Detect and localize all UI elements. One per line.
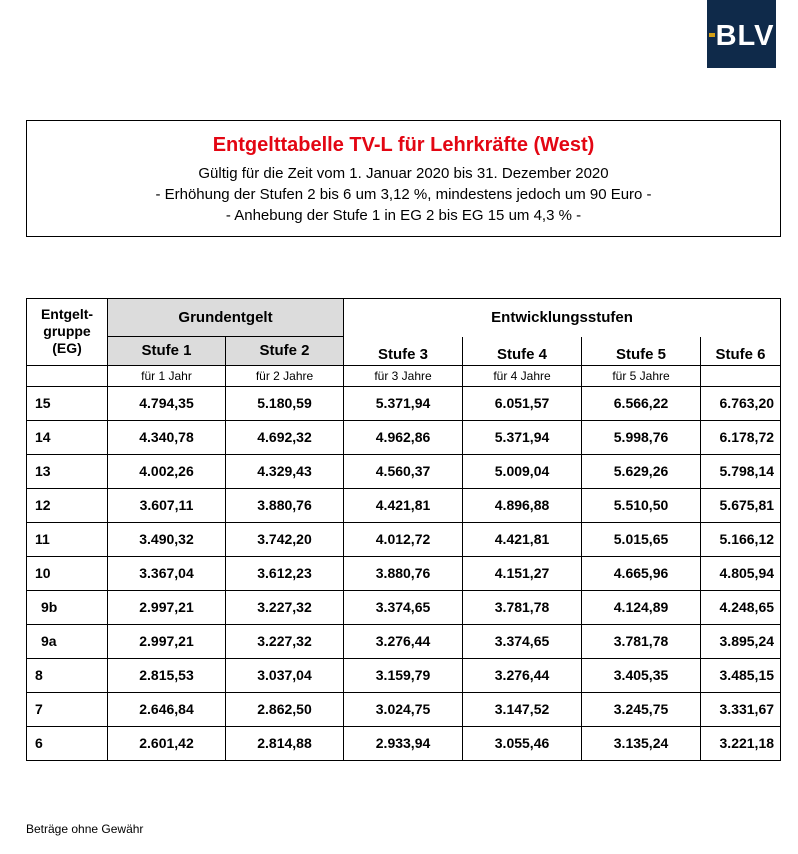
eg-cell: 9a	[27, 624, 108, 658]
stufe-header: Stufe 5	[582, 337, 701, 366]
salary-cell: 3.490,32	[108, 522, 226, 556]
salary-cell: 4.421,81	[463, 522, 582, 556]
salary-cell: 6.763,20	[701, 386, 781, 420]
salary-cell: 2.997,21	[108, 590, 226, 624]
salary-cell: 2.933,94	[344, 726, 463, 760]
stufe-header: Stufe 2	[226, 337, 344, 366]
salary-cell: 3.221,18	[701, 726, 781, 760]
salary-cell: 2.601,42	[108, 726, 226, 760]
table-body	[27, 386, 781, 760]
salary-cell: 3.331,67	[701, 692, 781, 726]
table-row	[27, 454, 781, 488]
table-row	[27, 556, 781, 590]
salary-cell: 4.012,72	[344, 522, 463, 556]
salary-cell: 3.880,76	[226, 488, 344, 522]
stufe-header: Stufe 3	[344, 337, 463, 366]
eg-cell: 13	[27, 454, 108, 488]
salary-cell: 5.371,94	[344, 386, 463, 420]
table-row	[27, 590, 781, 624]
salary-cell: 5.629,26	[582, 454, 701, 488]
salary-cell: 4.560,37	[344, 454, 463, 488]
eg-cell: 9b	[27, 590, 108, 624]
table-row	[27, 692, 781, 726]
salary-cell: 4.124,89	[582, 590, 701, 624]
salary-cell: 5.510,50	[582, 488, 701, 522]
salary-cell: 3.227,32	[226, 624, 344, 658]
salary-cell: 3.276,44	[463, 658, 582, 692]
raise-line: - Anhebung der Stufe 1 in EG 2 bis EG 15 um 4,3 % -	[225, 207, 582, 224]
salary-cell: 4.896,88	[463, 488, 582, 522]
salary-cell: 3.485,15	[701, 658, 781, 692]
stufe-header: Stufe 6	[701, 337, 781, 366]
salary-cell: 4.002,26	[108, 454, 226, 488]
salary-cell: 4.665,96	[582, 556, 701, 590]
table-row	[27, 386, 781, 420]
stufe-header: Stufe 1	[108, 337, 226, 366]
eg-cell: 15	[27, 386, 108, 420]
salary-cell: 3.055,46	[463, 726, 582, 760]
salary-cell: 5.180,59	[226, 386, 344, 420]
salary-cell: 3.024,75	[344, 692, 463, 726]
salary-cell: 3.245,75	[582, 692, 701, 726]
blv-logo	[707, 0, 776, 68]
salary-cell: 3.895,24	[701, 624, 781, 658]
eg-header-line: gruppe	[43, 323, 91, 340]
duration-cell: für 2 Jahre	[226, 365, 344, 386]
salary-cell: 3.147,52	[463, 692, 582, 726]
eg-cell: 7	[27, 692, 108, 726]
salary-cell: 3.276,44	[344, 624, 463, 658]
salary-cell: 4.421,81	[344, 488, 463, 522]
eg-header	[27, 299, 108, 366]
salary-cell: 3.405,35	[582, 658, 701, 692]
salary-cell: 4.151,27	[463, 556, 582, 590]
eg-cell: 10	[27, 556, 108, 590]
table-row	[27, 522, 781, 556]
eg-cell: 8	[27, 658, 108, 692]
salary-cell: 2.815,53	[108, 658, 226, 692]
salary-cell: 3.227,32	[226, 590, 344, 624]
salary-cell: 3.880,76	[344, 556, 463, 590]
duration-cell: für 3 Jahre	[344, 365, 463, 386]
salary-cell: 3.037,04	[226, 658, 344, 692]
duration-cell	[701, 365, 781, 386]
eg-cell: 11	[27, 522, 108, 556]
grundentgelt-header: Grundentgelt	[108, 299, 344, 337]
eg-cell: 14	[27, 420, 108, 454]
duration-cell	[27, 365, 108, 386]
title-box	[26, 120, 781, 237]
salary-cell: 3.607,11	[108, 488, 226, 522]
salary-cell: 4.248,65	[701, 590, 781, 624]
salary-cell: 5.998,76	[582, 420, 701, 454]
salary-cell: 4.329,43	[226, 454, 344, 488]
salary-cell: 6.566,22	[582, 386, 701, 420]
logo-text: BLV	[715, 19, 775, 52]
eg-header-line: (EG)	[52, 340, 82, 357]
table-row	[27, 488, 781, 522]
salary-cell: 2.646,84	[108, 692, 226, 726]
salary-cell: 2.814,88	[226, 726, 344, 760]
salary-cell: 2.862,50	[226, 692, 344, 726]
validity-line: Gültig für die Zeit vom 1. Januar 2020 bis 31. Dezember 2020	[198, 165, 609, 182]
eg-cell: 12	[27, 488, 108, 522]
salary-cell: 2.997,21	[108, 624, 226, 658]
duration-cell: für 1 Jahr	[108, 365, 226, 386]
duration-cell: für 4 Jahre	[463, 365, 582, 386]
salary-cell: 5.798,14	[701, 454, 781, 488]
entwicklungsstufen-header: Entwicklungsstufen	[344, 299, 781, 337]
disclaimer: Beträge ohne Gewähr	[26, 822, 144, 836]
table-row	[27, 420, 781, 454]
salary-cell: 6.051,57	[463, 386, 582, 420]
page-title: Entgelttabelle TV-L für Lehrkräfte (West)	[212, 134, 595, 156]
salary-cell: 4.794,35	[108, 386, 226, 420]
logo-accent	[709, 33, 715, 37]
table-row	[27, 624, 781, 658]
salary-cell: 3.781,78	[582, 624, 701, 658]
salary-cell: 4.340,78	[108, 420, 226, 454]
salary-cell: 3.374,65	[344, 590, 463, 624]
salary-cell: 3.781,78	[463, 590, 582, 624]
eg-cell: 6	[27, 726, 108, 760]
eg-header-line: Entgelt-	[40, 306, 94, 323]
salary-cell: 5.371,94	[463, 420, 582, 454]
salary-cell: 4.962,86	[344, 420, 463, 454]
salary-cell: 3.159,79	[344, 658, 463, 692]
salary-cell: 4.805,94	[701, 556, 781, 590]
table-row	[27, 726, 781, 760]
salary-cell: 3.374,65	[463, 624, 582, 658]
increase-line: - Erhöhung der Stufen 2 bis 6 um 3,12 %, mindestens jedoch um 90 Euro -	[155, 186, 652, 203]
salary-cell: 3.367,04	[108, 556, 226, 590]
salary-cell: 5.015,65	[582, 522, 701, 556]
salary-cell: 4.692,32	[226, 420, 344, 454]
salary-table	[26, 298, 781, 761]
salary-cell: 5.009,04	[463, 454, 582, 488]
salary-cell: 3.742,20	[226, 522, 344, 556]
salary-cell: 3.135,24	[582, 726, 701, 760]
salary-cell: 3.612,23	[226, 556, 344, 590]
salary-cell: 6.178,72	[701, 420, 781, 454]
duration-cell: für 5 Jahre	[582, 365, 701, 386]
table-row	[27, 658, 781, 692]
stufe-header: Stufe 4	[463, 337, 582, 366]
salary-cell: 5.675,81	[701, 488, 781, 522]
salary-cell: 5.166,12	[701, 522, 781, 556]
